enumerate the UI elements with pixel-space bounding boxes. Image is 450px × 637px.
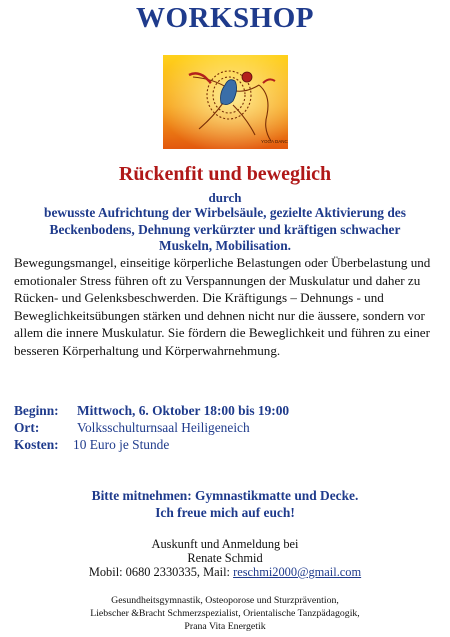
ort-label: Ort: xyxy=(14,420,40,435)
kosten-label: Kosten: xyxy=(14,437,59,452)
beginn-label: Beginn: xyxy=(14,403,59,418)
bring-line: Bitte mitnehmen: Gymnastikmatte und Decke. xyxy=(91,488,359,503)
artwork-caption: YOGA DANCE xyxy=(261,139,288,144)
connector-text: durch xyxy=(208,190,242,205)
kosten-value: 10 Euro je Stunde xyxy=(73,437,170,452)
footer-line: Liebscher &Bracht Schmerzspezialist, Orientalische Tanzpädagogik, xyxy=(90,608,360,619)
focus-description xyxy=(16,205,434,255)
email-link[interactable]: reschmi2000@gmail.com xyxy=(233,565,362,579)
dancer-illustration xyxy=(163,55,288,149)
focus-line: Beckenbodens, Dehnung verkürzter und kräftigen schwacher xyxy=(49,221,401,237)
bring-along-note xyxy=(0,487,450,521)
workshop-description: Bewegungsmangel, einseitige körperliche Belastungen oder Überbelastung und emotionaler Stress führen oft zu Verspannungen der Muskulatur und daher zu Rücken- und Gelenksbeschwerden. Die Kräftigungs – Dehnungs - und Beweglichkeitsübungen stärken und dehnen nicht nur die äussere, sondern vor allem die innere Muskulatur. Sie fördern die Beweglichkeit und führen zu einer besseren Körperhaltung und Körperwahrnehmung. xyxy=(14,255,431,358)
contact-line xyxy=(0,565,450,579)
contact-name: Renate Schmid xyxy=(187,551,263,565)
contact-intro: Auskunft und Anmeldung bei xyxy=(151,537,299,551)
detail-row-kosten xyxy=(14,437,169,453)
page-title: WORKSHOP xyxy=(135,2,314,34)
focus-line: bewusste Aufrichtung der Wirbelsäule, gezielte Aktivierung des xyxy=(44,205,406,220)
contact-block xyxy=(0,537,450,579)
mobile-text: Mobil: 0680 2330335, Mail: xyxy=(88,565,234,579)
workshop-subtitle: Rückenfit und beweglich xyxy=(118,163,332,185)
focus-line: Muskeln, Mobilisation. xyxy=(158,238,292,253)
ort-value: Volksschulturnsaal Heiligeneich xyxy=(77,420,250,435)
yoga-dance-artwork xyxy=(163,55,288,149)
detail-row-beginn xyxy=(14,403,289,419)
qualifications-footer xyxy=(0,594,450,633)
footer-line: Prana Vita Energetik xyxy=(184,621,266,632)
beginn-value: Mittwoch, 6. Oktober 18:00 bis 19:00 xyxy=(77,403,290,418)
footer-line: Gesundheitsgymnastik, Osteoporose und Sturzprävention, xyxy=(111,595,339,606)
greeting-line: Ich freue mich auf euch! xyxy=(155,505,295,520)
detail-row-ort xyxy=(14,420,250,436)
